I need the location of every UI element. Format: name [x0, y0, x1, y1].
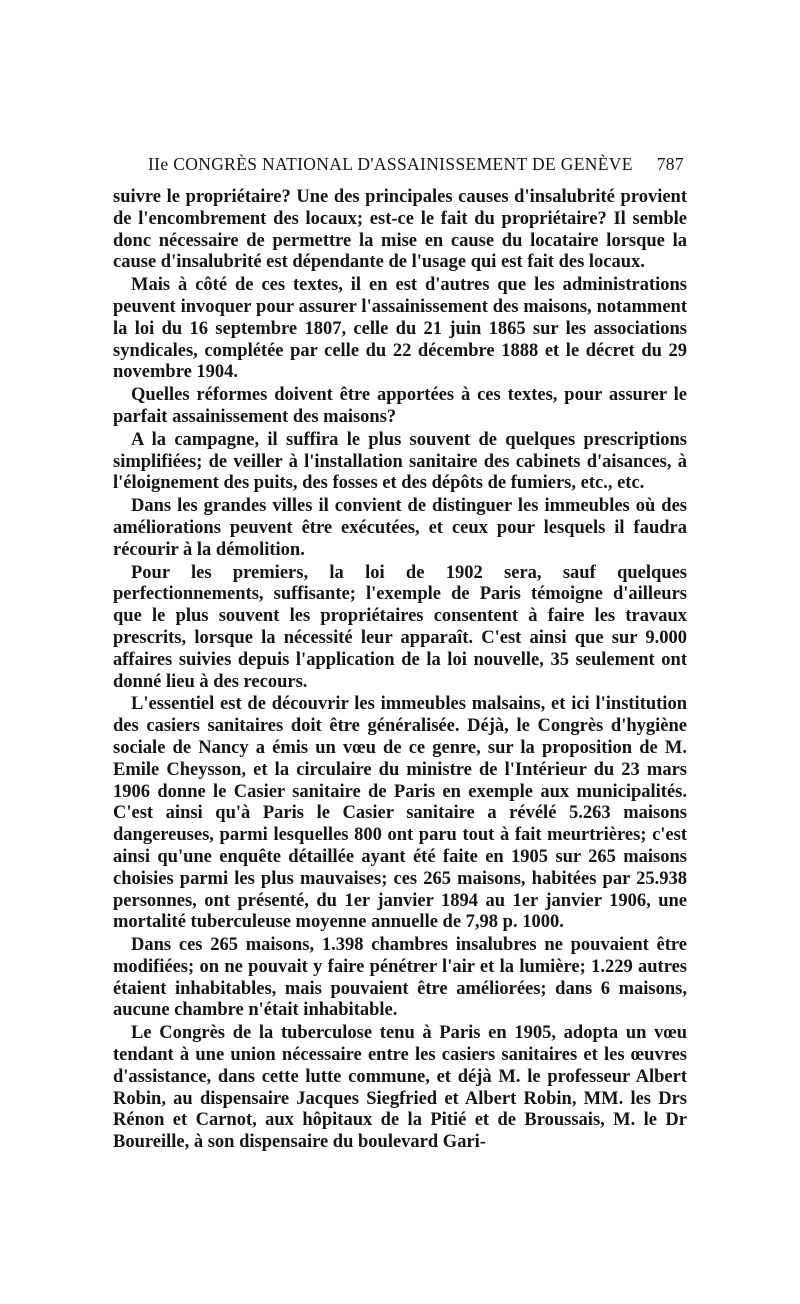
paragraph: Dans les grandes villes il convient de distinguer les immeubles où des améliorations peuvent être exécutées, et ceux pour lesquels il faudra récourir à la démolition. — [113, 496, 687, 560]
running-header — [148, 154, 684, 175]
header-title: IIe CONGRÈS NATIONAL D'ASSAINISSEMENT DE GENÈVE — [148, 154, 633, 174]
paragraph: Le Congrès de la tuberculose tenu à Paris en 1905, adopta un vœu tendant à une union nécessaire entre les casiers sanitaires et les œuvres d'assistance, dans cette lutte commune, et déjà M. le professeur Albert Robin, au dispensaire Jacques Siegfried et Albert Robin, MM. les Drs Rénon et Carnot, aux hôpitaux de la Pitié et de Broussais, M. le Dr Boureille, à son dispensaire du boulevard Gari- — [113, 1023, 687, 1153]
page-number: 787 — [656, 154, 684, 174]
paragraph: L'essentiel est de découvrir les immeubles malsains, et ici l'institution des casiers sanitaires doit être généralisée. Déjà, le Congrès d'hygiène sociale de Nancy a émis un vœu de ce genre, sur la proposition de M. Emile Cheysson, et la circulaire du ministre de l'Intérieur du 23 mars 1906 donne le Casier sanitaire de Paris en exemple aux municipalités. C'est ainsi qu'à Paris le Casier sanitaire a révélé 5.263 maisons dangereuses, parmi lesquelles 800 ont paru tout à fait meurtrières; c'est ainsi qu'une enquête détaillée ayant été faite en 1905 sur 265 maisons choisies parmi les plus mauvaises; ces 265 maisons, habitées par 25.938 personnes, ont présenté, du 1er janvier 1894 au 1er janvier 1906, une mortalité tuberculeuse moyenne annuelle de 7,98 p. 1000. — [113, 694, 687, 933]
paragraph: A la campagne, il suffira le plus souvent de quelques prescriptions simplifiées; de veiller à l'installation sanitaire des cabinets d'aisances, à l'éloignement des puits, des fosses et des dépôts de fumiers, etc., etc. — [113, 429, 687, 494]
paragraph: Pour les premiers, la loi de 1902 sera, sauf quelques perfectionnements, suffisante; l'exemple de Paris témoigne d'ailleurs que le plus souvent les propriétaires consentent à faire les travaux prescrits, lorsque la nécessité leur apparaît. C'est ainsi que sur 9.000 affaires suivies depuis l'application de la loi nouvelle, 35 seulement ont donné lieu à des recours. — [113, 562, 687, 692]
body-text — [113, 187, 687, 1155]
paragraph: Dans ces 265 maisons, 1.398 chambres insalubres ne pouvaient être modifiées; on ne pouvait y faire pénétrer l'air et la lumière; 1.229 autres étaient inhabitables, mais pouvaient être améliorées; dans 6 maisons, aucune chambre n'était inhabitable. — [113, 935, 687, 1021]
paragraph: suivre le propriétaire? Une des principales causes d'insalubrité provient de l'encombrement des locaux; est-ce le fait du propriétaire? Il semble donc nécessaire de permettre la mise en cause du locataire lorsque la cause d'insalubrité est dépendante de l'usage qui est fait des locaux. — [113, 187, 687, 273]
paragraph: Quelles réformes doivent être apportées à ces textes, pour assurer le parfait assainissement des maisons? — [113, 385, 687, 427]
paragraph: Mais à côté de ces textes, il en est d'autres que les administrations peuvent invoquer pour assurer l'assainissement des maisons, notamment la loi du 16 septembre 1807, celle du 21 juin 1865 sur les associations syndicales, complétée par celle du 22 décembre 1888 et le décret du 29 novembre 1904. — [113, 275, 687, 383]
